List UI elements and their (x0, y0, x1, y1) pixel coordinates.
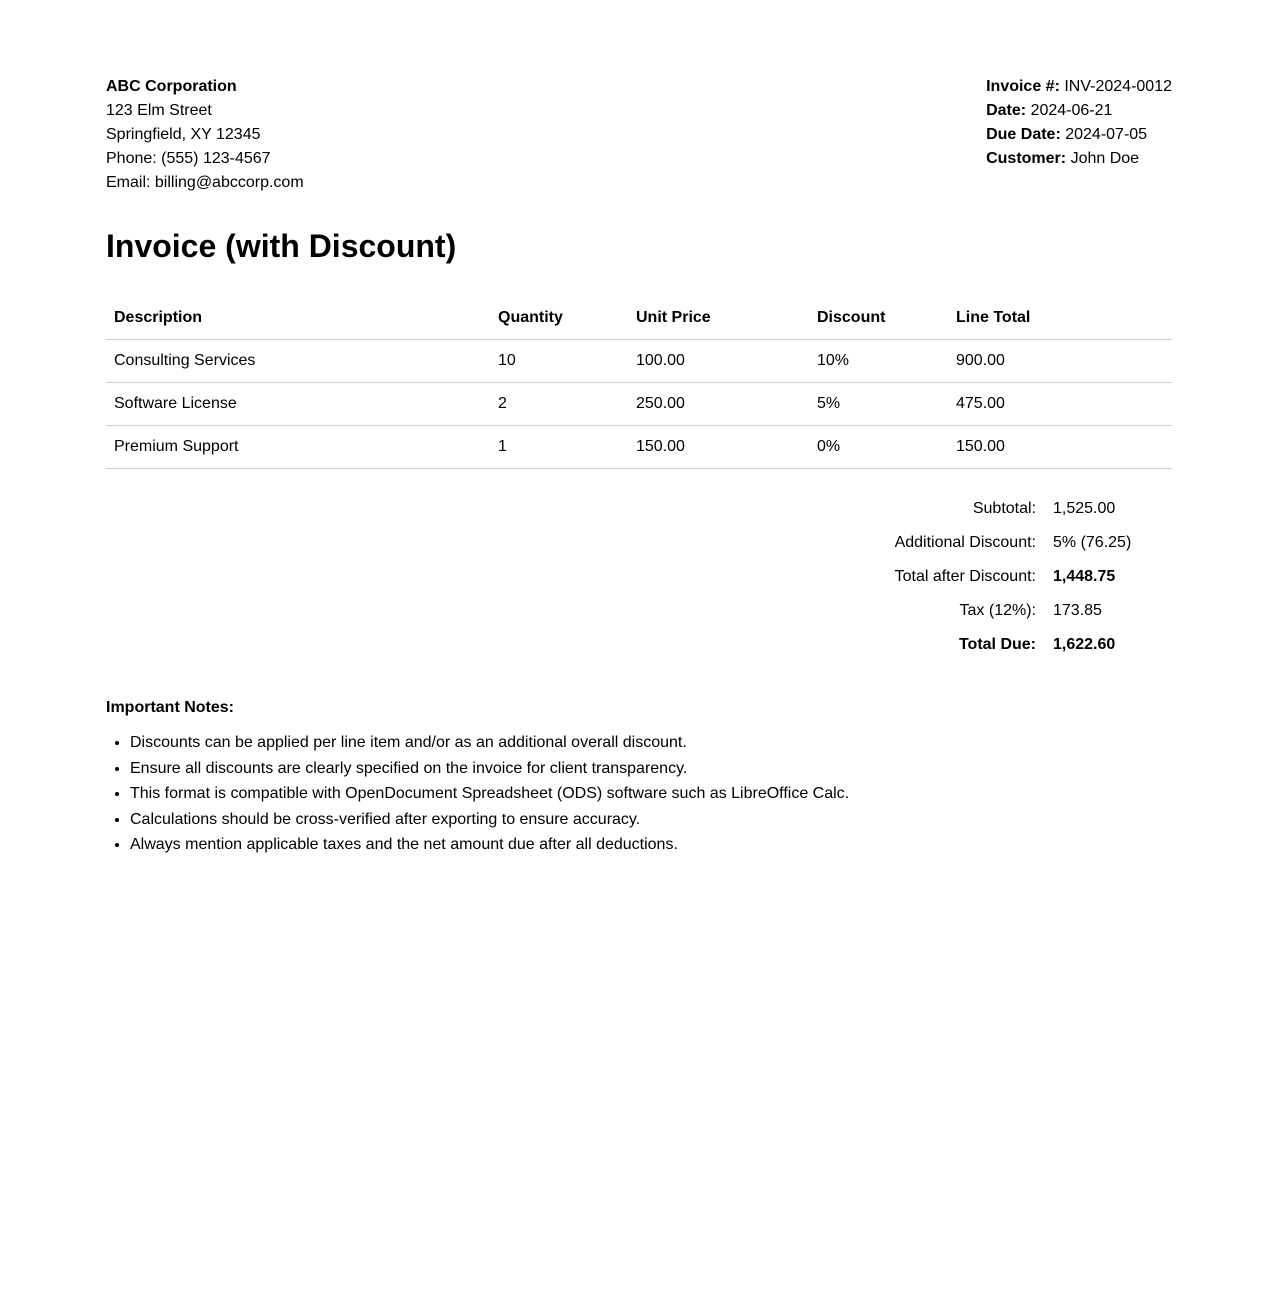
cell-quantity: 1 (490, 426, 628, 469)
column-header-discount: Discount (809, 297, 948, 340)
tax-label: Tax (12%): (959, 602, 1036, 619)
invoice-customer-label: Customer: (986, 150, 1067, 167)
total-after-discount-row (895, 560, 1172, 594)
cell-discount: 10% (809, 340, 948, 383)
notes-title: Important Notes: (106, 699, 234, 716)
cell-discount: 0% (809, 426, 948, 469)
company-phone: Phone: (555) 123-4567 (106, 150, 271, 167)
total-after-discount-label: Total after Discount: (894, 568, 1036, 585)
total-due-value: 1,622.60 (1053, 636, 1116, 653)
additional-discount-value: 5% (76.25) (1053, 534, 1132, 551)
invoice-date (986, 99, 1172, 123)
invoice-due-date (986, 123, 1172, 147)
invoice-date-value: 2024-06-21 (1030, 102, 1113, 119)
invoice-page (106, 0, 1172, 858)
cell-description: Premium Support (106, 426, 490, 469)
column-header-description: Description (106, 297, 490, 340)
cell-line-total: 900.00 (948, 340, 1172, 383)
totals-section (106, 492, 1172, 662)
column-header-line-total: Line Total (948, 297, 1172, 340)
invoice-meta (986, 75, 1172, 171)
tax-value: 173.85 (1053, 602, 1102, 619)
list-item: • Calculations should be cross-verified after exporting to ensure accuracy. (130, 807, 1172, 833)
list-item: • Always mention applicable taxes and the net amount due after all deductions. (130, 832, 1172, 858)
list-item: • This format is compatible with OpenDocument Spreadsheet (ODS) software such as LibreOffice Calc. (130, 781, 1172, 807)
invoice-header (106, 75, 1172, 195)
cell-quantity: 10 (490, 340, 628, 383)
company-email: Email: billing@abccorp.com (106, 174, 304, 191)
subtotal-value: 1,525.00 (1053, 500, 1116, 517)
list-item: • Discounts can be applied per line item and/or as an additional overall discount. (130, 730, 1172, 756)
total-due-label: Total Due: (958, 636, 1036, 653)
company-name: ABC Corporation (106, 78, 237, 95)
cell-description: Consulting Services (106, 340, 490, 383)
column-header-unit-price: Unit Price (628, 297, 809, 340)
table-row (106, 426, 1172, 469)
invoice-customer (986, 147, 1172, 171)
cell-unit-price: 250.00 (628, 383, 809, 426)
invoice-date-label: Date: (986, 102, 1027, 119)
cell-discount: 5% (809, 383, 948, 426)
invoice-number-label: Invoice #: (986, 78, 1060, 95)
invoice-number-value: INV-2024-0012 (1064, 78, 1172, 95)
tax-row (895, 594, 1172, 628)
total-due-row (895, 628, 1172, 662)
additional-discount-row (895, 526, 1172, 560)
company-info (106, 75, 304, 195)
page-title: Invoice (with Discount) (106, 228, 457, 264)
notes-list (106, 730, 1172, 858)
table-row (106, 340, 1172, 383)
column-header-quantity: Quantity (490, 297, 628, 340)
cell-line-total: 150.00 (948, 426, 1172, 469)
total-after-discount-value: 1,448.75 (1053, 568, 1116, 585)
cell-line-total: 475.00 (948, 383, 1172, 426)
additional-discount-label: Additional Discount: (894, 534, 1036, 551)
list-item: • Ensure all discounts are clearly specified on the invoice for client transparency. (130, 756, 1172, 782)
line-items-table (106, 297, 1172, 469)
company-address-line2: Springfield, XY 12345 (106, 126, 261, 143)
cell-description: Software License (106, 383, 490, 426)
company-address-line1: 123 Elm Street (106, 102, 212, 119)
table-header-row (106, 297, 1172, 340)
subtotal-row (895, 492, 1172, 526)
subtotal-label: Subtotal: (972, 500, 1036, 517)
cell-quantity: 2 (490, 383, 628, 426)
cell-unit-price: 150.00 (628, 426, 809, 469)
totals-table (895, 492, 1172, 662)
invoice-due-date-label: Due Date: (986, 126, 1061, 143)
invoice-due-date-value: 2024-07-05 (1065, 126, 1148, 143)
table-row (106, 383, 1172, 426)
invoice-number (986, 75, 1172, 99)
cell-unit-price: 100.00 (628, 340, 809, 383)
invoice-customer-value: John Doe (1070, 150, 1140, 167)
